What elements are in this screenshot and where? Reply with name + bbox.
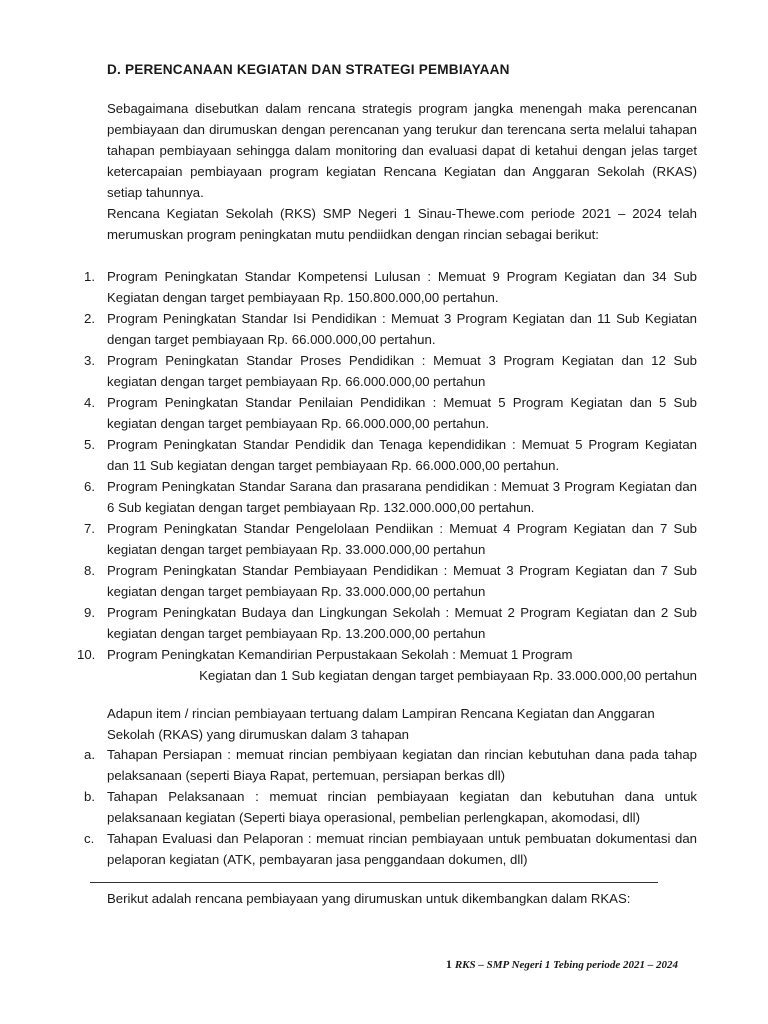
program-item	[0, 644, 697, 686]
stage-letter: c.	[84, 831, 95, 846]
program-item	[0, 518, 697, 560]
intro-paragraph: Sebagaimana disebutkan dalam rencana strategis program jangka menengah maka perencanan pembiayaan dan dirumuskan dengan perencanan yang terukur dan terencana serta melalui tahapan tahapan pembiayaan sehingga dalam monitoring dan evaluasi dapat di ketahui dengan jelas target ketercapaian pembiayaan program kegiatan Rencana Kegiatan dan Anggaran Sekolah (RKAS) setiap tahunnya.	[107, 101, 697, 200]
footer-text: RKS – SMP Negeri 1 Tebing periode 2021 – 2024	[454, 959, 678, 971]
program-item	[0, 266, 697, 308]
stage-list	[0, 744, 697, 870]
program-text: Program Peningkatan Budaya dan Lingkungan Sekolah : Memuat 2 Program Kegiatan dan 2 Sub kegiatan dengan target pembiayaan Rp. 13.200.000,00 pertahun	[107, 605, 697, 641]
rks-paragraph: Rencana Kegiatan Sekolah (RKS) SMP Negeri 1 Sinau-Thewe.com periode 2021 – 2024 telah merumuskan program peningkatan mutu pendiidkan dengan rincian sebagai berikut:	[107, 206, 697, 242]
program-number: 8.	[84, 563, 95, 578]
stage-item	[0, 744, 697, 786]
program-item	[0, 392, 697, 434]
program-number: 4.	[84, 395, 95, 410]
program-number: 2.	[84, 311, 95, 326]
program-text: Program Peningkatan Standar Pembiayaan Pendidikan : Memuat 3 Program Kegiatan dan 7 Sub kegiatan dengan target pembiayaan Rp. 33.000.000,00 pertahun	[107, 563, 697, 599]
program-number: 3.	[84, 353, 95, 368]
program-number: 9.	[84, 605, 95, 620]
stage-text: Tahapan Pelaksanaan : memuat rincian pembiayaan kegiatan dan kebutuhan dana untuk pelaksanaan kegiatan (Seperti biaya operasional, pembelian perlengkapan, akomodasi, dll)	[107, 789, 697, 825]
program-number: 7.	[84, 521, 95, 536]
program-number: 5.	[84, 437, 95, 452]
program-number: 6.	[84, 479, 95, 494]
program-text: Program Peningkatan Standar Proses Pendidikan : Memuat 3 Program Kegiatan dan 12 Sub kegiatan dengan target pembiayaan Rp. 66.000.000,00 pertahun	[107, 353, 697, 389]
program-text-line2: Kegiatan dan 1 Sub kegiatan dengan target pembiayaan Rp. 33.000.000,00 pertahun	[199, 668, 697, 683]
program-list	[0, 266, 697, 686]
program-text: Program Peningkatan Standar Kompetensi Lulusan : Memuat 9 Program Kegiatan dan 34 Sub Kegiatan dengan target pembiayaan Rp. 150.800.000,00 pertahun.	[107, 269, 697, 305]
stage-item	[0, 786, 697, 828]
closing-paragraph: Berikut adalah rencana pembiayaan yang dirumuskan untuk dikembangkan dalam RKAS:	[107, 891, 631, 906]
program-item	[0, 434, 697, 476]
program-item	[0, 308, 697, 350]
stage-letter: b.	[84, 789, 95, 804]
program-text: Program Peningkatan Standar Pengelolaan Pendiikan : Memuat 4 Program Kegiatan dan 7 Sub kegiatan dengan target pembiayaan Rp. 33.000.000,00 pertahun	[107, 521, 697, 557]
page-number: 1	[445, 957, 452, 971]
page-footer	[446, 957, 678, 972]
section-heading: D. PERENCANAAN KEGIATAN DAN STRATEGI PEMBIAYAAN	[107, 62, 510, 77]
program-text: Program Peningkatan Standar Sarana dan prasarana pendidikan : Memuat 3 Program Kegiatan dan 6 Sub kegiatan dengan target pembiayaan Rp. 132.000.000,00 pertahun.	[107, 479, 697, 515]
program-item	[0, 476, 697, 518]
program-item	[0, 350, 697, 392]
program-text: Program Peningkatan Standar Isi Pendidikan : Memuat 3 Program Kegiatan dan 11 Sub Kegiatan dengan target pembiayaan Rp. 66.000.000,00 pertahun.	[107, 311, 697, 347]
stage-letter: a.	[84, 747, 95, 762]
program-number: 10.	[77, 647, 96, 662]
stage-text: Tahapan Evaluasi dan Pelaporan : memuat rincian pembiayaan untuk pembuatan dokumentasi dan pelaporan kegiatan (ATK, pembayaran jasa penggandaan dokumen, dll)	[107, 831, 697, 867]
program-item	[0, 560, 697, 602]
program-text-line1: Program Peningkatan Kemandirian Perpustakaan Sekolah : Memuat 1 Program	[107, 647, 573, 662]
divider	[90, 882, 658, 883]
program-item	[0, 602, 697, 644]
program-number: 1.	[84, 269, 95, 284]
stage-item	[0, 828, 697, 870]
rkas-paragraph: Adapun item / rincian pembiayaan tertuang dalam Lampiran Rencana Kegiatan dan Anggaran Sekolah (RKAS) yang dirumuskan dalam 3 tahapan	[107, 706, 655, 742]
stage-text: Tahapan Persiapan : memuat rincian pembiyaan kegiatan dan rincian kebutuhan dana pada tahap pelaksanaan (seperti Biaya Rapat, pertemuan, persiapan berkas dll)	[107, 747, 697, 783]
program-text: Program Peningkatan Standar Pendidik dan Tenaga kependidikan : Memuat 5 Program Kegiatan dan 11 Sub kegiatan dengan target pembiayaan Rp. 66.000.000,00 pertahun.	[107, 437, 697, 473]
program-text: Program Peningkatan Standar Penilaian Pendidikan : Memuat 5 Program Kegiatan dan 5 Sub kegiatan dengan target pembiayaan Rp. 66.000.000,00 pertahun.	[107, 395, 697, 431]
